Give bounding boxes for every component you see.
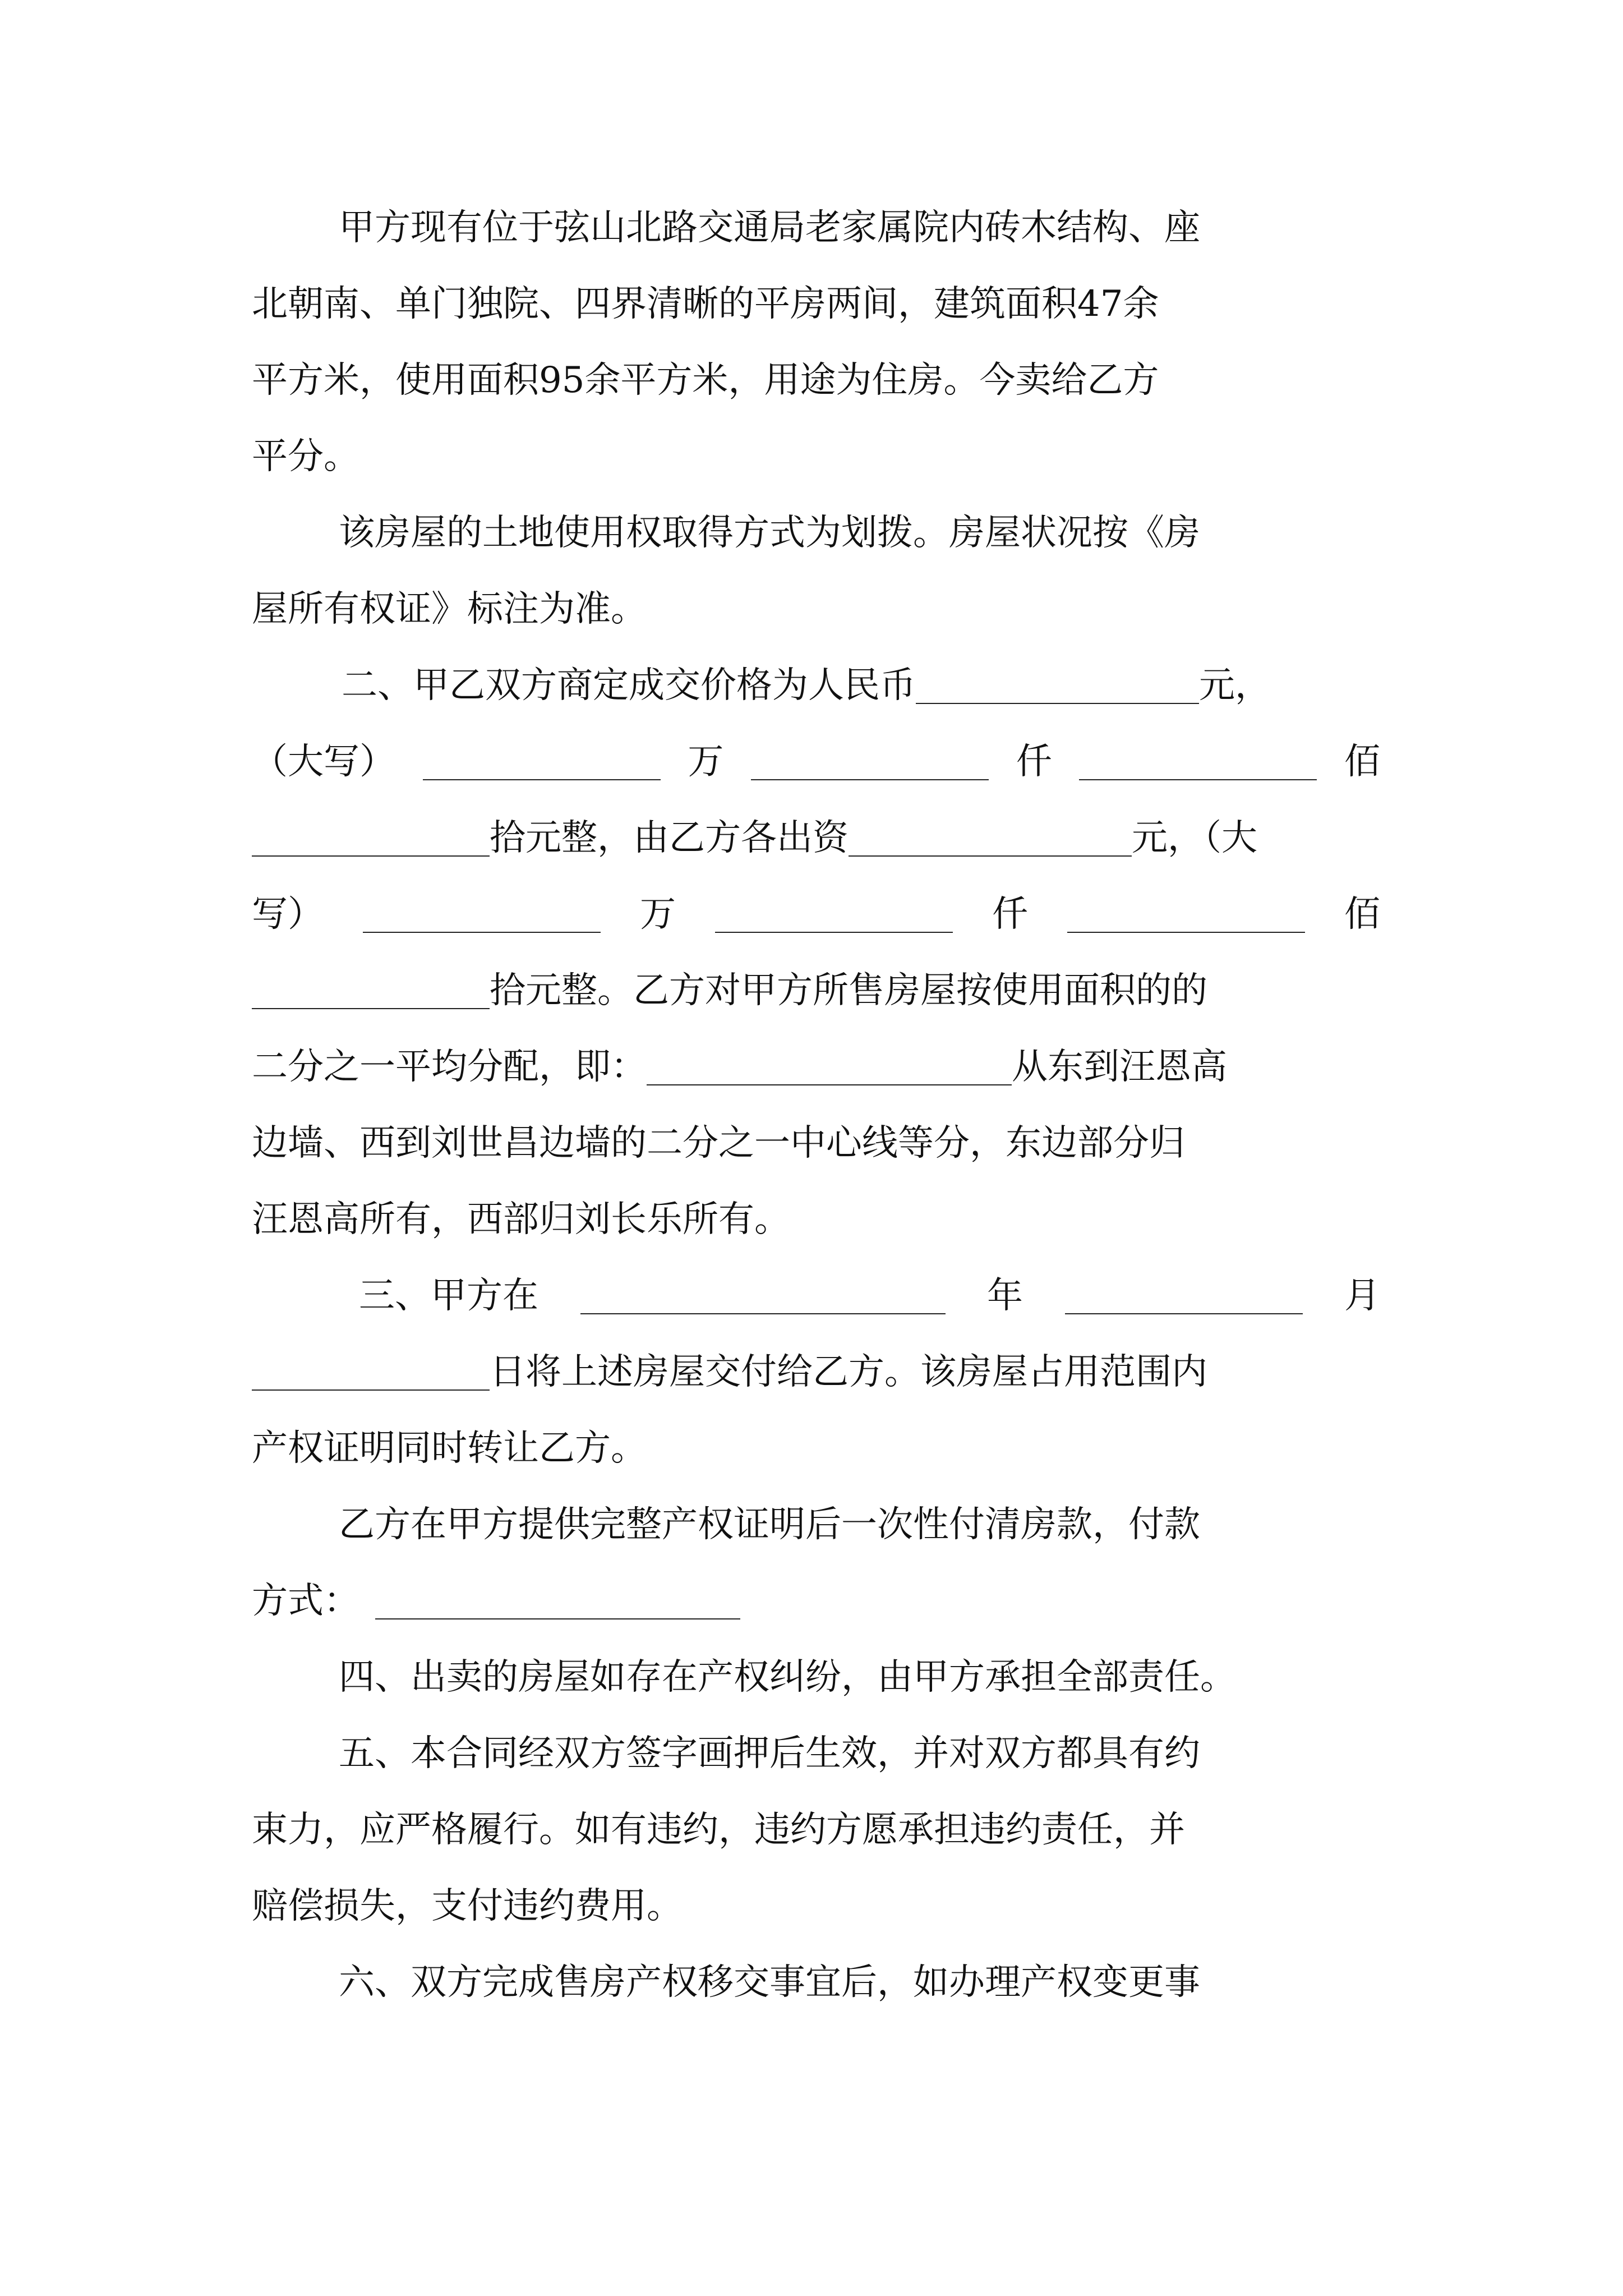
text-line: 赔偿损失，支付违约费用。 <box>252 1885 683 1927</box>
text-line: 日将上述房屋交付给乙方。该房屋占用范围内 <box>252 1341 1207 1403</box>
blank-field <box>252 1329 490 1391</box>
text-line: 该房屋的土地使用权取得方式为划拨。房屋状况按《房 <box>339 512 1200 554</box>
text-line: 三、甲方在 年 月 <box>359 1265 1380 1327</box>
blank-field <box>363 871 601 933</box>
text-line: 方式： <box>252 1570 740 1632</box>
text-line: 束力，应严格履行。如有违约，违约方愿承担违约责任，并 <box>252 1809 1185 1851</box>
text-line: 四、出卖的房屋如存在产权纠纷，由甲方承担全部责任。 <box>339 1657 1236 1698</box>
text-line: 二分之一平均分配，即： 从东到汪恩高 <box>252 1036 1227 1098</box>
text-line: 五、本合同经双方签字画押后生效，并对双方都具有约 <box>339 1733 1200 1774</box>
blank-field <box>375 1558 740 1619</box>
text-line: 平方米，使用面积95余平方米，用途为住房。今卖给乙方 <box>252 360 1159 401</box>
blank-field <box>715 871 953 933</box>
text-line: 乙方在甲方提供完整产权证明后一次性付清房款，付款 <box>339 1504 1200 1545</box>
blank-field <box>1067 871 1305 933</box>
text-line: 北朝南、单门独院、四界清晰的平房两间，建筑面积47余 <box>252 283 1159 325</box>
blank-field <box>252 795 490 857</box>
blank-field <box>1065 1253 1303 1314</box>
text-line: 汪恩高所有，西部归刘长乐所有。 <box>252 1199 790 1240</box>
blank-field <box>647 1024 1012 1085</box>
text-line: 甲方现有位于弦山北路交通局老家属院内砖木结构、座 <box>339 207 1200 249</box>
blank-field <box>849 795 1132 857</box>
text-line: 产权证明同时转让乙方。 <box>252 1428 647 1469</box>
blank-field <box>1079 719 1317 780</box>
text-line: 六、双方完成售房产权移交事宜后，如办理产权变更事 <box>339 1962 1200 2003</box>
text-line: 拾元整。乙方对甲方所售房屋按使用面积的的 <box>252 960 1207 1022</box>
blank-field <box>751 719 989 780</box>
blank-field <box>423 719 661 780</box>
text-line: 拾元整，由乙方各出资 元，（大 <box>252 807 1257 869</box>
blank-field <box>916 642 1199 704</box>
text-line: 边墙、西到刘世昌边墙的二分之一中心线等分，东边部分归 <box>252 1122 1185 1164</box>
text-line: 屋所有权证》标注为准。 <box>252 588 647 630</box>
text-line: 平分。 <box>252 436 359 477</box>
blank-field <box>252 947 490 1009</box>
text-line: 二、甲乙双方商定成交价格为人民币 元， <box>342 655 1271 716</box>
text-line: （大写） 万 仟 佰 <box>252 731 1380 793</box>
blank-field <box>580 1253 946 1314</box>
text-line: 写） 万 仟 佰 <box>252 884 1380 945</box>
